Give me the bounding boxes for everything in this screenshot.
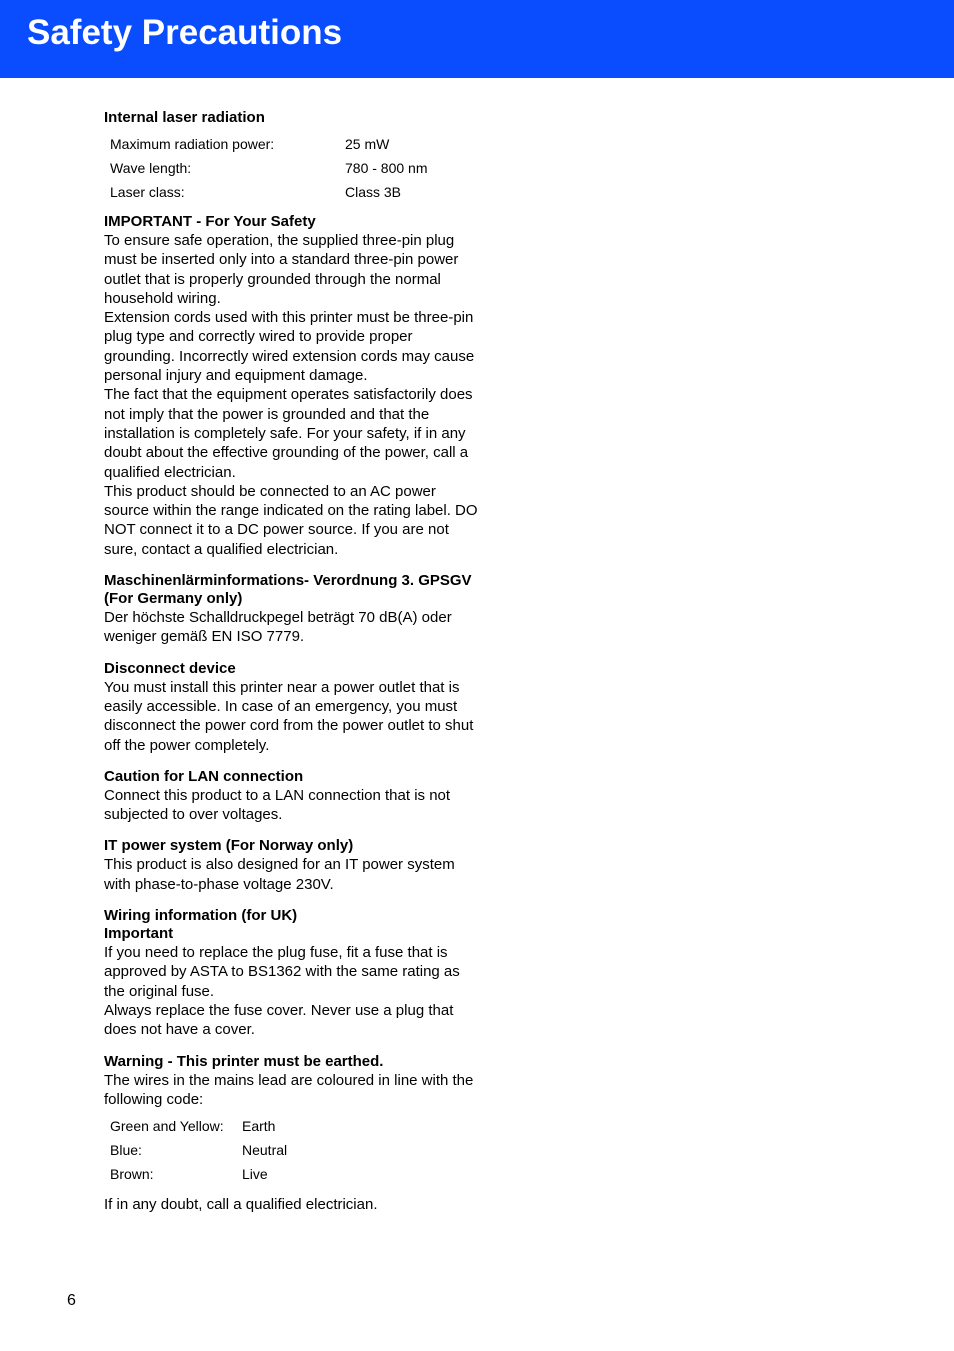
table-row (104, 1115, 287, 1139)
uk-paragraph: Always replace the fuse cover. Never use a plug that does not have a cover. (104, 1001, 454, 1039)
table-row (104, 1139, 287, 1163)
earthed-footer: If in any doubt, call a qualified electrician. (104, 1196, 378, 1214)
important-heading: IMPORTANT - For Your Safety (104, 213, 316, 230)
uk-paragraph: If you need to replace the plug fuse, fit a fuse that is approved by ASTA to BS1362 with the same rating as the original fuse. (104, 944, 460, 1000)
lan-heading: Caution for LAN connection (104, 767, 304, 785)
earthed-heading: Warning - This printer must be earthed. (104, 1052, 384, 1070)
laser-value: 25 mW (345, 136, 390, 153)
table-row (104, 157, 428, 181)
disconnect-text: You must install this printer near a power outlet that is easily accessible. In case of an emergency, you must disconnect the power cord from the power outlet to shut off the power completely. (104, 678, 474, 754)
wire-function: Earth (242, 1118, 276, 1135)
important-paragraph: This product should be connected to an AC power source within the range indicated on the rating label. DO NOT connect it to a DC power source. If you are not sure, contact a qualified electrician. (104, 482, 478, 558)
lan-text: Connect this product to a LAN connection that is not subjected to over voltages. (104, 786, 451, 824)
norway-section (104, 837, 482, 894)
norway-heading: IT power system (For Norway only) (104, 837, 354, 855)
laser-value: Class 3B (345, 184, 402, 201)
laser-label: Wave length: (110, 160, 192, 177)
wire-colour: Brown: (110, 1166, 154, 1183)
important-section (104, 213, 482, 559)
norway-text: This product is also designed for an IT power system with phase-to-phase voltage 230V. (104, 856, 455, 893)
important-paragraph: Extension cords used with this printer must be three-pin plug type and correctly wired to provide proper grounding. Incorrectly wired extension cords may cause personal injury and equipment damage. (104, 309, 475, 385)
uk-section (104, 907, 482, 1039)
laser-specs-table (104, 133, 428, 205)
table-row (104, 181, 428, 205)
wire-colour-table (104, 1115, 287, 1187)
lan-section (104, 768, 482, 825)
germany-section (104, 572, 482, 647)
laser-heading: Internal laser radiation (104, 109, 265, 126)
wire-function: Live (242, 1166, 268, 1183)
wire-function: Neutral (242, 1142, 288, 1159)
table-row (104, 1163, 287, 1187)
laser-value: 780 - 800 nm (345, 160, 428, 177)
earthed-text: The wires in the mains lead are coloured in line with the following code: (104, 1071, 474, 1108)
wire-colour: Blue: (110, 1142, 142, 1159)
important-paragraph: To ensure safe operation, the supplied three-pin plug must be inserted only into a standard three-pin power outlet that is properly grounded through the normal household wiring. (104, 232, 459, 307)
main-content (104, 109, 482, 1214)
germany-heading: Maschinenlärminformations- Verordnung 3. GPSGV (For Germany only) (104, 572, 472, 608)
page-title: Safety Precautions (27, 13, 343, 52)
page-number: 6 (67, 1292, 76, 1309)
important-paragraph: The fact that the equipment operates satisfactorily does not imply that the power is grounded and that the installation is completely safe. For your safety, if in any doubt about the effective grounding of the power, call a qualified electrician. (104, 386, 473, 481)
earthed-section (104, 1053, 482, 1215)
wire-colour: Green and Yellow: (110, 1118, 224, 1135)
laser-section (104, 109, 482, 205)
laser-label: Maximum radiation power: (110, 136, 275, 153)
uk-subheading: Important (104, 925, 174, 943)
germany-text: Der höchste Schalldruckpegel beträgt 70 dB(A) oder weniger gemäß EN ISO 7779. (104, 609, 452, 646)
uk-heading: Wiring information (for UK) (104, 907, 298, 925)
laser-label: Laser class: (110, 184, 185, 201)
table-row (104, 133, 428, 157)
disconnect-section (104, 660, 482, 755)
header-banner (0, 0, 954, 78)
disconnect-heading: Disconnect device (104, 659, 236, 677)
